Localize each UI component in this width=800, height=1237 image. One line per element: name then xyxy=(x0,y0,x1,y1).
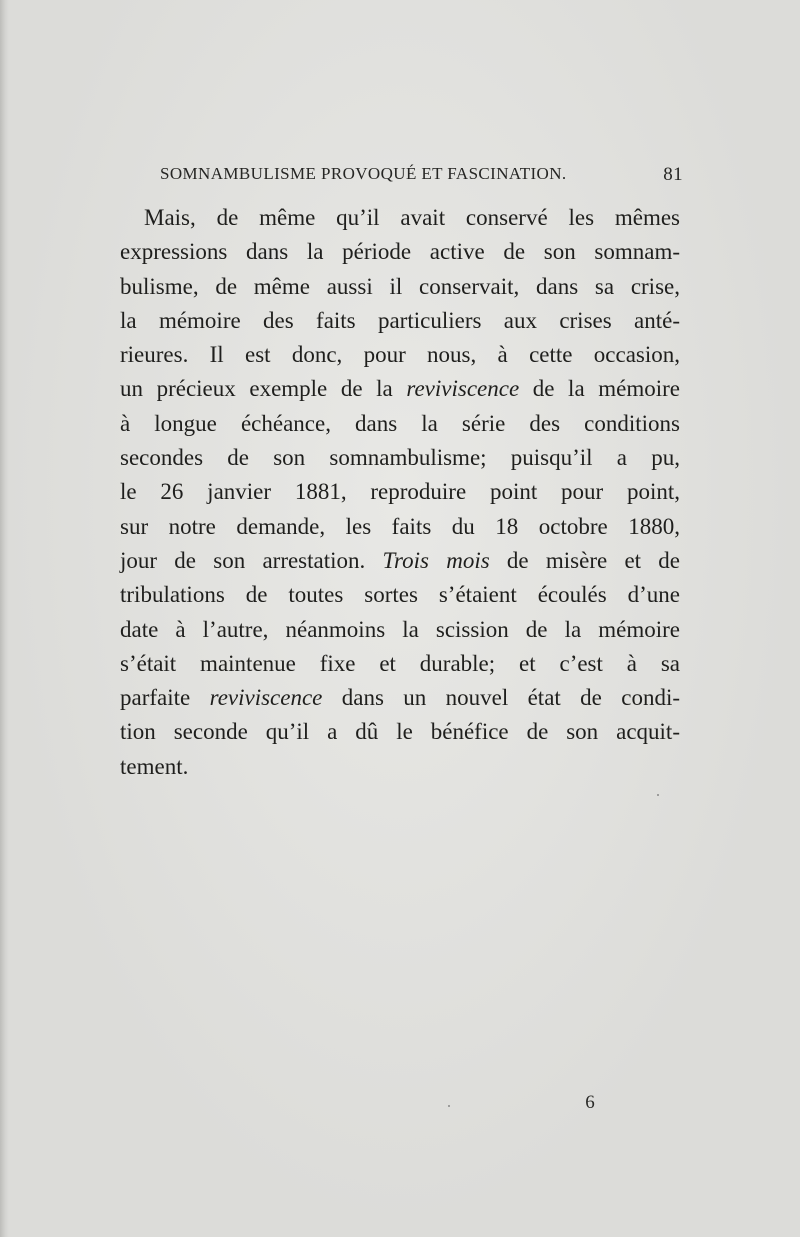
text-line xyxy=(120,270,680,304)
text-run: expressions dans la période active de son somnam- xyxy=(120,239,680,265)
text-line xyxy=(120,750,680,784)
text-run: la mémoire des faits particuliers aux crises anté- xyxy=(120,307,680,333)
text-line xyxy=(120,715,680,749)
text-line xyxy=(120,201,680,235)
italic-text: reviviscence xyxy=(209,685,323,711)
running-head xyxy=(160,164,683,190)
italic-text: reviviscence xyxy=(406,376,520,402)
text-line xyxy=(120,372,680,406)
text-line xyxy=(120,647,680,681)
text-run: date à l’autre, néanmoins la scission de la mémoire xyxy=(120,616,680,642)
text-line xyxy=(120,235,680,269)
page-number: 81 xyxy=(663,164,683,185)
text-line xyxy=(120,407,680,441)
text-line xyxy=(120,510,680,544)
text-run: tion seconde qu’il a dû le bénéfice de son acquit- xyxy=(120,719,680,745)
text-run: jour de son arrestation. xyxy=(120,547,383,573)
text-run: sur notre demande, les faits du 18 octobre 1880, xyxy=(120,513,680,539)
running-title: SOMNAMBULISME PROVOQUÉ ET FASCINATION. xyxy=(160,164,567,183)
text-run: un précieux exemple de la xyxy=(120,376,407,402)
print-speck xyxy=(448,1105,450,1107)
text-run: secondes de son somnambulisme; puisqu’il a pu, xyxy=(120,445,680,471)
italic-text: Trois mois xyxy=(382,547,490,573)
page-binding-edge xyxy=(0,0,9,1237)
text-run: parfaite xyxy=(120,685,210,711)
text-line xyxy=(120,338,680,372)
text-run: s’était maintenue fixe et durable; et c’est à sa xyxy=(120,650,680,676)
text-run: Mais, de même qu’il avait conservé les mêmes xyxy=(144,205,680,230)
text-line xyxy=(120,681,680,715)
text-line xyxy=(120,304,680,338)
text-line xyxy=(120,475,680,509)
text-run: à longue échéance, dans la série des conditions xyxy=(120,410,680,436)
print-speck xyxy=(657,794,659,796)
text-run: tement. xyxy=(120,753,189,779)
text-run: tribulations de toutes sortes s’étaient écoulés d’une xyxy=(120,582,680,608)
text-line xyxy=(120,544,680,578)
text-run: rieures. Il est donc, pour nous, à cette occasion, xyxy=(120,342,680,368)
text-line xyxy=(120,578,680,612)
text-line xyxy=(120,441,680,475)
text-line xyxy=(120,613,680,647)
body-paragraph xyxy=(120,201,680,784)
text-run: dans un nouvel état de condi- xyxy=(322,685,680,711)
text-run: bulisme, de même aussi il conservait, dans sa crise, xyxy=(120,273,680,299)
text-run: de misère et de xyxy=(489,547,680,573)
signature-mark: 6 xyxy=(585,1092,595,1113)
text-run: le 26 janvier 1881, reproduire point pour point, xyxy=(120,479,680,505)
text-run: de la mémoire xyxy=(519,376,680,402)
